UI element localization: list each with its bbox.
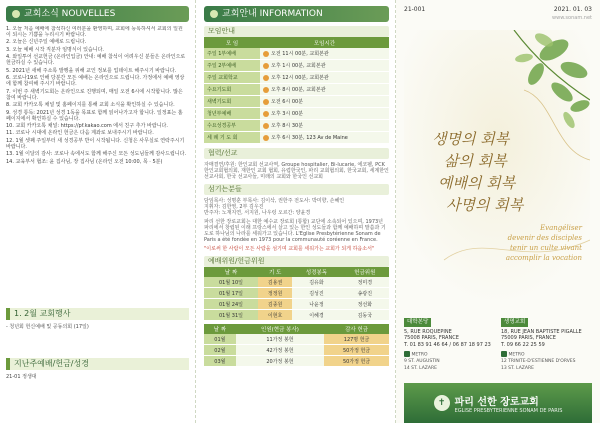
- bullet-icon: [263, 51, 269, 57]
- table-row: 주일 교회학교 오후 12시 00분, 교회본관: [204, 72, 389, 84]
- table-row: 01월 17일 정정원 김성진 송광진: [204, 288, 389, 299]
- theme-line: 생명의 회복: [432, 130, 510, 148]
- schedule-header: 모임시간: [260, 37, 389, 48]
- address-main: 대학본당 5, RUE ROQUEPINE 75008 PARIS, FRANCE T. 01 83 91 46 64 / 06 87 18 97 23 METRO 9 ST. AUGUSTIN 14 ST. LAZARE: [404, 319, 491, 371]
- bullet-icon: [263, 111, 269, 117]
- notice-item: 10. 교회 카카오톡 채널: https://pf.kakao.com 에서 친구 추가 바랍니다.: [6, 122, 168, 129]
- church-logo-icon: ✝: [434, 395, 450, 411]
- offering-table: 날 짜 인원(현금 봉사) 감사 헌금 01월 11가정 봉헌 127명 헌금 02월 42가정 봉헌 50가정 헌금 03월 20가정 봉헌 50가정 헌금: [204, 324, 389, 367]
- groups-label: 협력/선교: [204, 148, 389, 159]
- address-second: 생명교회 18, RUE JEAN BAPTISTE PIGALLE 75009 PARIS, FRANCE T. 09 66 22 25 59 METRO 12 TRINITE-D'ESTIENNE D'ORVES 13 ST. LAZARE: [501, 319, 582, 371]
- table-row: 수요성경공부 오후 8시 30분: [204, 120, 389, 132]
- table-row: 01월 11가정 봉헌 127명 헌금: [204, 334, 389, 345]
- notice-item: 13. 1월 이달의 감사: 코로나 속에서도 함께 해주신 모든 성도님들께 감사드립니다.: [6, 151, 187, 158]
- table-row: 02월 42가정 봉헌 50가정 헌금: [204, 345, 389, 356]
- schedule-header: 모 임: [204, 37, 260, 48]
- french-motto: Evangéliser devenir des disciples tenir un culte vivant accomplir la vocation: [505, 224, 582, 262]
- issue-line: [404, 6, 592, 13]
- notice-item: 6. 코로나19로 인해 당분간 모든 예배는 온라인으로 드립니다. 가정에서 예배 영상에 함께 참여해 주시기 바랍니다.: [6, 75, 185, 88]
- bullet-icon: [263, 63, 269, 69]
- news-panel: [0, 0, 196, 423]
- notice-list: [6, 26, 189, 303]
- leaf-icon: [12, 10, 20, 18]
- notice-item: 14. 교육부서 협조: 윤 집사님, 장 집사님 (온라인 오전 10:00, 목 · 5분): [6, 158, 163, 165]
- about-text: 파리 선한 장로교회는 대한 예수교 장로회 (통합) 교단에 소속되어 있으며, 1973년 파리에서 창립된 이래 프랑스에서 살고 있는 한인 성도들과 함께 예배하며 말씀과 기도로 하나님의 나라를 세워가고 있습니다. L'Eglise Presbytérienne Sonam de Paris a été fondée en 1973 pour la communauté coréenne en France.: [204, 219, 386, 243]
- info-title: 교회안내 INFORMATION: [222, 9, 323, 19]
- notice-item: 3. 오늘 예배 시작 직분자 임명식이 있습니다.: [6, 46, 105, 53]
- issue-number: 21-001: [404, 6, 426, 13]
- church-name: 파리 선한 장로교회: [454, 396, 539, 408]
- notice-item: 4. 와일투어 선교헌금 (온라인입금) 안내: 예배 참석이 어려우신 분들은 온라인으로 헌금하실 수 있습니다.: [6, 54, 186, 67]
- rota-table: 날 짜 기 도 성경봉독 헌금위원 01월 10일 김용권 김유화 정미경 01월 17일 정정원 김성진 송광진 01월 24일 김종원 나윤정 정선화 01월 31일 이현호 이혜경 김동국: [204, 267, 389, 321]
- notice-item: 9. 성경 통독: 2021년 성경 1독을 목표로 함께 읽어나가고자 합니다. 일정표는 홈페이지에서 확인하실 수 있습니다.: [6, 109, 183, 122]
- table-row: 세 례 기 도 회 오후 6시 30분, 123 Av de Maine: [204, 132, 389, 144]
- cover-panel: [396, 0, 600, 423]
- table-row: 수요기도회 오후 8시 00분, 교회본관: [204, 84, 389, 96]
- groups-text: 자매결연/후원: 한인교회 선교사역, Groupe hospitalier, Bi-lucarie, 에코펠, PCK 한인교회협의회, 재한인 교회 협회, 유럽한국인, 파리 교회협의회, 한국교회, 세계한인선교사회, 한국 선교사들, 미래의 교회와 한국인 선교회: [204, 162, 389, 180]
- church-footer: [404, 383, 592, 423]
- table-row: 03월 20가정 봉헌 50가정 헌금: [204, 356, 389, 367]
- cover-art: [404, 30, 590, 304]
- news-title: 교회소식 NOUVELLES: [24, 9, 116, 19]
- notice-item: 11. 코로나 시대에 온라인 헌금은 다음 계좌로 보내주시기 바랍니다.: [6, 130, 154, 137]
- news-header: [6, 6, 189, 22]
- table-row: 주일 1부예배 오전 11시 00분, 교회본관: [204, 48, 389, 60]
- info-header: [204, 6, 389, 22]
- leaf-icon: [210, 10, 218, 18]
- metro-icon: [404, 351, 410, 357]
- issue-date: 2021. 01. 03: [553, 6, 592, 13]
- bullet-icon: [263, 75, 269, 81]
- notice-item: 2. 오늘은 신년주일 예배로 드립니다.: [6, 39, 87, 46]
- schedule-table: [204, 37, 389, 144]
- table-row: 01월 24일 김종원 나윤정 정선화: [204, 299, 389, 310]
- theme-line: 사명의 회복: [446, 196, 524, 214]
- events-text: - 청년회 헌신예배 및 공동의회 (17일): [6, 324, 89, 330]
- offering-text: 21-01 정생대: [6, 374, 37, 380]
- notice-item: 12. 1월 셋째 주일부터 새 성경공부 반이 시작됩니다. 신청은 사무실로 연락주시기 바랍니다.: [6, 137, 185, 150]
- verse-text: "이로써 한 사람이 모든 사람을 섬기며 교회를 세워가는 교회가 되게 하옵소서": [204, 246, 375, 252]
- website-url: www.sonam.net: [552, 15, 592, 21]
- table-row: 주일 2부예배 오후 1시 00분, 교회본관: [204, 60, 389, 72]
- church-name-en: EGLISE PRESBYTERIENNE SONAM DE PARIS: [454, 407, 563, 414]
- staff-line: 반주자: 노재지연, 서지원, 나우렁 오르간: 양윤경: [204, 210, 311, 216]
- notice-item: 8. 교회 카카오톡 채널 및 홈페이지를 통해 교회 소식을 확인하실 수 있습니다.: [6, 102, 175, 109]
- schedule-label: 모임안내: [204, 26, 389, 37]
- info-panel: [196, 0, 396, 423]
- table-row: 새벽기도회 오전 6시 00분: [204, 96, 389, 108]
- bullet-icon: [263, 135, 269, 141]
- bullet-icon: [263, 87, 269, 93]
- staff-label: 섬기는분들: [204, 184, 389, 195]
- events-title: 1. 2월 교회행사: [6, 308, 189, 320]
- notice-item: 5. 2021년 새해 주소록 발행을 위해 교인 정보를 업데이트 해주시기 바랍니다.: [6, 67, 177, 74]
- notice-item: 1. 오늘 처음 예배에 참석하신 여러분을 환영하며, 교회에 등록하셔서 교회의 일원이 되시는 기쁨을 누리시기 바랍니다.: [6, 26, 183, 39]
- offering-title: 지난주예배/헌금/성경: [6, 358, 189, 370]
- addresses: [404, 318, 592, 372]
- theme-line: 삶의 회복: [444, 152, 507, 170]
- theme-line: 예배의 회복: [438, 174, 516, 192]
- bullet-icon: [263, 99, 269, 105]
- table-row: 01월 31일 이현호 이혜경 김동국: [204, 310, 389, 321]
- bullet-icon: [263, 123, 269, 129]
- table-row: 01월 10일 김용권 김유화 정미경: [204, 277, 389, 288]
- staff-line: 지휘자: 김한영, 2부 김우진: [204, 204, 264, 210]
- rota-label: 예배위원/헌금위원: [204, 256, 389, 267]
- table-row: 청년부예배 오후 3시 00분: [204, 108, 389, 120]
- notice-item: 7. 이번 주 새벽기도회는 온라인으로 진행되며, 매일 오전 6시에 시작합니다. 많은 참여 바랍니다.: [6, 88, 183, 101]
- staff-line: 담임목사: 성명훈 부목사: 김이삭, 권한주 전도사: 박미향, 손혜인: [204, 198, 345, 204]
- metro-icon: [501, 351, 507, 357]
